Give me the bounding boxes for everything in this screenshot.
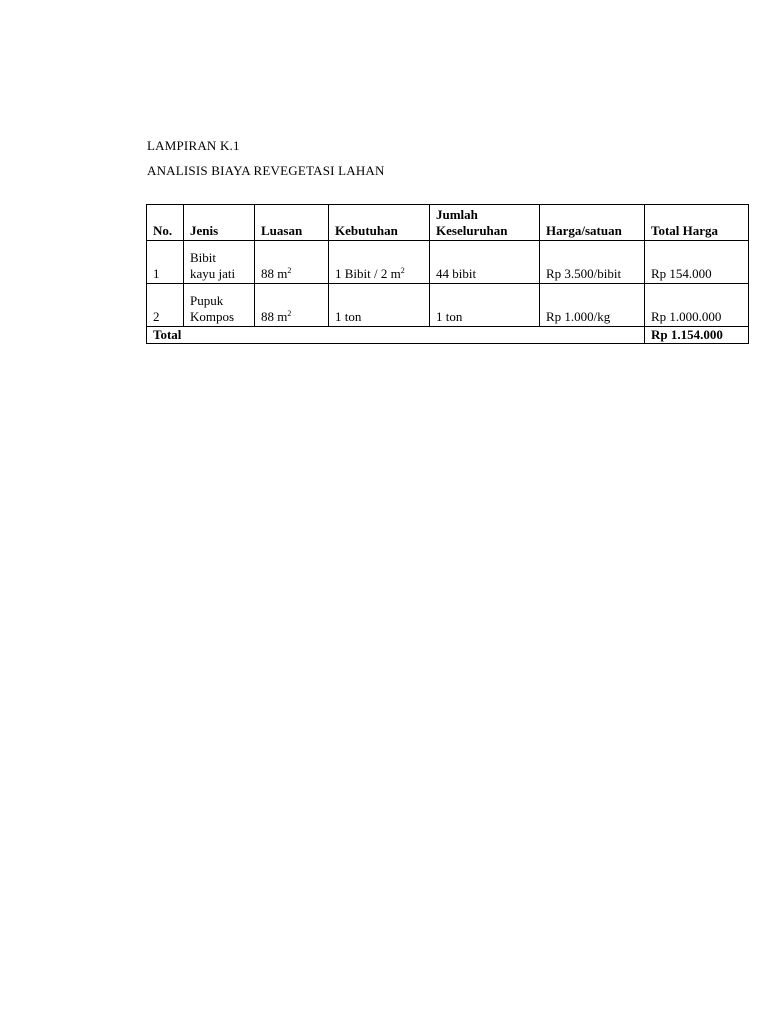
header-harga: Harga/satuan (540, 205, 645, 241)
cell-luasan-value: 88 m (261, 266, 288, 281)
cell-jenis (184, 241, 255, 284)
table-total-row (147, 327, 749, 344)
header-total: Total Harga (645, 205, 749, 241)
header-no: No. (147, 205, 184, 241)
cell-luasan-exponent: 2 (287, 309, 292, 318)
table-row (147, 241, 749, 284)
cell-jenis-line1: Bibit (190, 250, 217, 265)
cell-total: Rp 154.000 (645, 241, 749, 284)
cell-jumlah: 44 bibit (430, 241, 540, 284)
cell-kebutuhan-value: 1 ton (335, 309, 362, 324)
cell-kebutuhan (329, 241, 430, 284)
cell-kebutuhan-value: 1 Bibit / 2 m (335, 266, 401, 281)
total-label: Total (147, 327, 645, 344)
cell-kebutuhan-exponent: 2 (400, 266, 405, 275)
cell-no: 1 (147, 241, 184, 284)
total-value: Rp 1.154.000 (645, 327, 749, 344)
header-jumlah (430, 205, 540, 241)
cell-harga: Rp 1.000/kg (540, 284, 645, 327)
cell-jenis-line2: kayu jati (190, 266, 236, 281)
header-luasan: Luasan (255, 205, 329, 241)
header-jenis: Jenis (184, 205, 255, 241)
document-title: ANALISIS BIAYA REVEGETASI LAHAN (147, 163, 385, 178)
cell-jenis (184, 284, 255, 327)
cell-jumlah: 1 ton (430, 284, 540, 327)
cell-jenis-line2: Kompos (190, 309, 235, 324)
table-row (147, 284, 749, 327)
appendix-title: LAMPIRAN K.1 (147, 138, 240, 153)
cell-kebutuhan (329, 284, 430, 327)
cell-total: Rp 1.000.000 (645, 284, 749, 327)
cell-luasan-value: 88 m (261, 309, 288, 324)
cell-no: 2 (147, 284, 184, 327)
cell-luasan (255, 284, 329, 327)
cost-analysis-table (146, 204, 749, 344)
cell-luasan-exponent: 2 (287, 266, 292, 275)
cell-jenis-line1: Pupuk (190, 293, 224, 308)
header-kebutuhan: Kebutuhan (329, 205, 430, 241)
cell-harga: Rp 3.500/bibit (540, 241, 645, 284)
cell-luasan (255, 241, 329, 284)
table-header-row (147, 205, 749, 241)
header-jumlah-line2: Keseluruhan (436, 223, 508, 238)
header-jumlah-line1: Jumlah (436, 207, 478, 222)
